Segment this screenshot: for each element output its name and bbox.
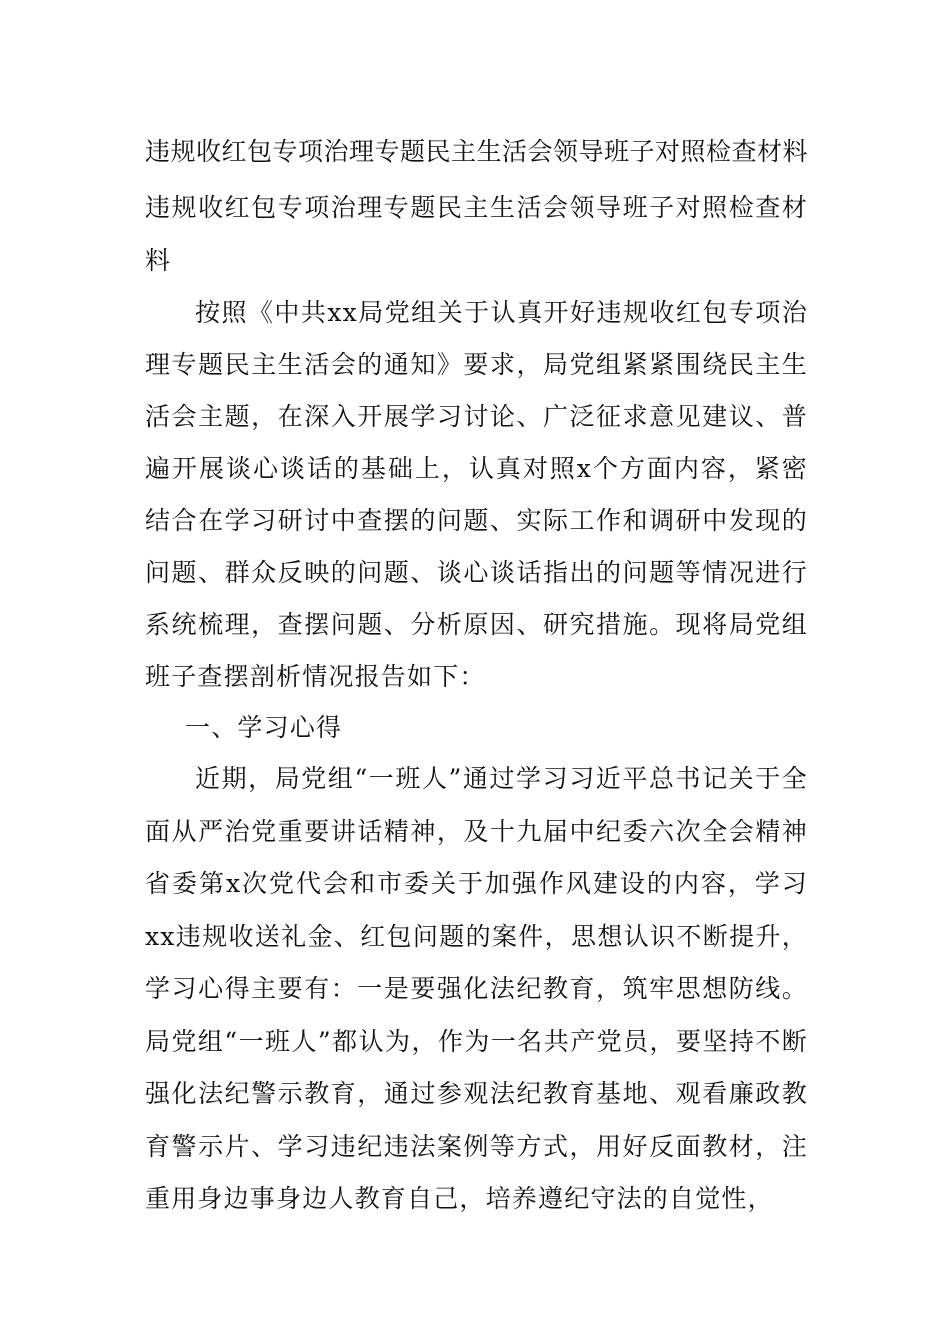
document-subtitle: 违规收红包专项治理专题民主生活会领导班子对照检查材料: [145, 193, 808, 275]
document-page: [145, 128, 808, 1226]
intro-paragraph: 按照《中共xx局党组关于认真开好违规收红包专项治理专题民主生活会的通知》要求，局党组紧紧围绕民主生活会主题，在深入开展学习讨论、广泛征求意见建议、普遍开展谈心谈话的基础上，认真对照x个方面内容，紧密结合在学习研讨中查摆的问题、实际工作和调研中发现的问题、群众反映的问题、谈心谈话指出的问题等情况进行系统梳理，查摆问题、分析原因、研究措施。现将局党组班子查摆剖析情况报告如下：: [145, 298, 808, 691]
section-heading: 一、学习心得: [185, 713, 343, 742]
section-paragraph: 近期，局党组“一班人”通过学习习近平总书记关于全面从严治党重要讲话精神，及十九届中纪委六次全会精神省委第x次党代会和市委关于加强作风建设的内容，学习xx违规收送礼金、红包问题的案件，思想认识不断提升，学习心得主要有：一是要强化法纪教育，筑牢思想防线。局党组“一班人”都认为，作为一名共产党员，要坚持不断强化法纪警示教育，通过参观法纪教育基地、观看廉政教育警示片、学习违纪违法案例等方式，用好反面教材，注重用身边事身边人教育自己，培养遵纪守法的自觉性，: [145, 764, 808, 1213]
document-title: 违规收红包专项治理专题民主生活会领导班子对照检查材料: [145, 137, 809, 166]
